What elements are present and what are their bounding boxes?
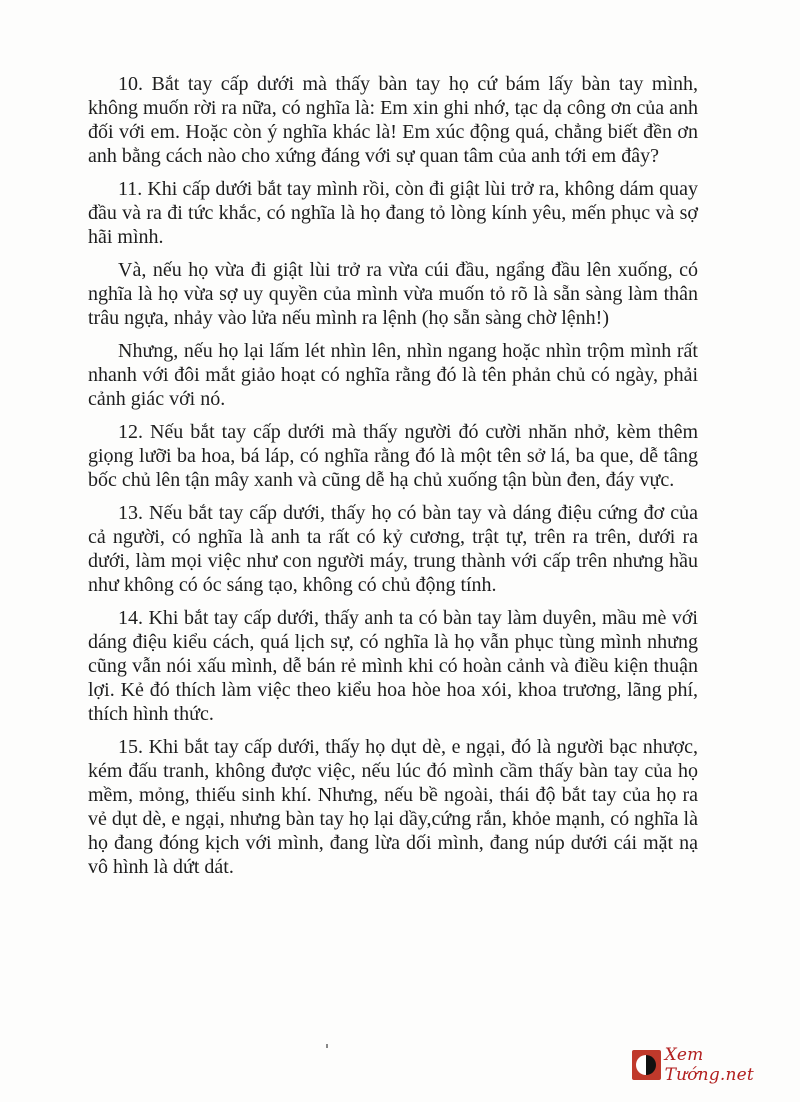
paragraph-13: 13. Nếu bắt tay cấp dưới, thấy họ có bàn tay và dáng điệu cứng đơ của cả người, có nghĩa là anh ta rất có kỷ cương, trật tự, trên ra trên, dưới ra dưới, làm mọi việc như con người máy, trung thành với cấp trên nhưng hầu như không có óc sáng tạo, không có chủ động tính.	[88, 502, 698, 596]
watermark-text: Xem Tướng.net	[664, 1045, 754, 1085]
document-body	[88, 72, 698, 879]
paragraph-15: 15. Khi bắt tay cấp dưới, thấy họ dụt dè, e ngại, đó là người bạc nhược, kém đấu tranh, không được việc, nếu lúc đó mình cầm thấy bàn tay của họ mềm, mỏng, thiếu sinh khí. Nhưng, nếu bề ngoài, thái độ bắt tay của họ ra vẻ dụt dè, e ngại, nhưng bàn tay họ lại dầy,cứng rắn, khỏe mạnh, có nghĩa là họ đang đóng kịch với mình, đang lừa dối mình, đang núp dưới cái mặt nạ vô hình là dứt dát.	[88, 736, 698, 878]
yin-yang-icon	[632, 1050, 661, 1080]
watermark-logo	[632, 1045, 792, 1085]
scan-mark	[326, 1044, 328, 1048]
paragraph-11-continued-b: Nhưng, nếu họ lại lấm lét nhìn lên, nhìn ngang hoặc nhìn trộm mình rất nhanh với đôi mắt giảo hoạt có nghĩa rằng đó là tên phản chủ có ngày, phải cảnh giác với nó.	[88, 340, 698, 410]
paragraph-10: 10. Bắt tay cấp dưới mà thấy bàn tay họ cứ bám lấy bàn tay mình, không muốn rời ra nữa, có nghĩa là: Em xin ghi nhớ, tạc dạ công ơn của anh đối với em. Hoặc còn ý nghĩa khác là! Em xúc động quá, chẳng biết đền ơn anh bằng cách nào cho xứng đáng với sự quan tâm của anh tới em đây?	[88, 73, 698, 167]
paragraph-12: 12. Nếu bắt tay cấp dưới mà thấy người đó cười nhăn nhở, kèm thêm giọng lưỡi ba hoa, bá láp, có nghĩa rằng đó là một tên sở lá, ba que, dễ tâng bốc chủ lên tận mây xanh và cũng dễ hạ chủ xuống tận bùn đen, đáy vực.	[88, 421, 698, 491]
paragraph-11-continued-a: Và, nếu họ vừa đi giật lùi trở ra vừa cúi đầu, ngẩng đầu lên xuống, có nghĩa là họ vừa sợ uy quyền của mình vừa muốn tỏ rõ là sẵn sàng làm thân trâu ngựa, nhảy vào lửa nếu mình ra lệnh (họ sẵn sàng chờ lệnh!)	[88, 259, 698, 329]
paragraph-11: 11. Khi cấp dưới bắt tay mình rồi, còn đi giật lùi trở ra, không dám quay đầu và ra đi tức khắc, có nghĩa là họ đang tỏ lòng kính yêu, mến phục và sợ hãi mình.	[88, 178, 698, 248]
paragraph-14: 14. Khi bắt tay cấp dưới, thấy anh ta có bàn tay làm duyên, mầu mè với dáng điệu kiểu cách, quá lịch sự, có nghĩa là họ vẫn phục tùng mình nhưng cũng vẫn nói xấu mình, dễ bán rẻ mình khi có hoàn cảnh và điều kiện thuận lợi. Kẻ đó thích làm việc theo kiểu hoa hòe hoa xói, khoa trương, lãng phí, thích hình thức.	[88, 607, 698, 725]
